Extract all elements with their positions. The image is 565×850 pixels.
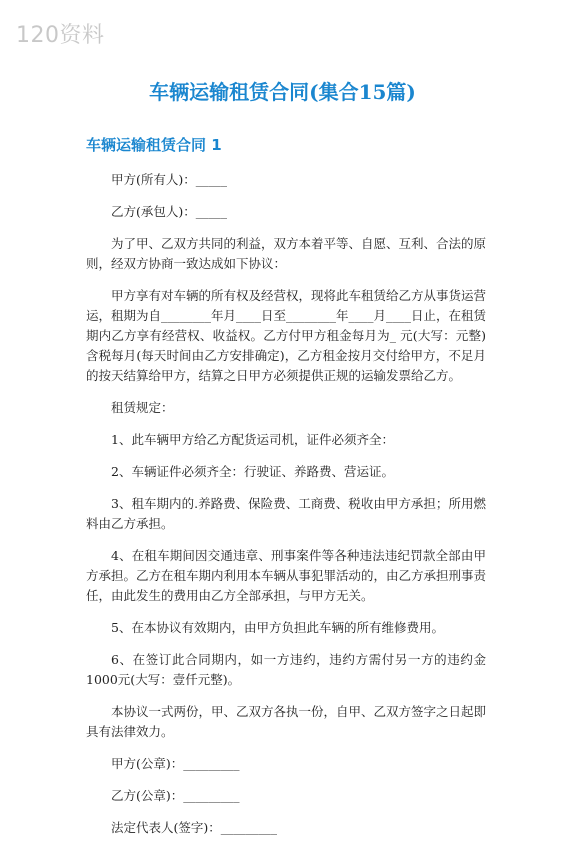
legal-rep-signature: 法定代表人(签字)：_________ <box>111 820 278 835</box>
rules-heading: 租赁规定： <box>111 400 174 415</box>
document-title: 车辆运输租赁合同(集合15篇) <box>149 80 416 104</box>
party-b-seal: 乙方(公章)：_________ <box>111 788 240 803</box>
preamble-paragraph: 为了甲、乙双方共同的利益，双方本着平等、自愿、互利、合法的原则，经双方协商一致达成如下协议： <box>86 236 487 271</box>
party-a-line: 甲方(所有人)：_____ <box>111 172 228 187</box>
rule-1: 1、此车辆甲方给乙方配货运司机，证件必须齐全： <box>111 432 394 447</box>
watermark: 120资料 <box>16 23 105 48</box>
contract-body <box>86 170 486 850</box>
rule-5: 5、在本协议有效期内，由甲方负担此车辆的所有维修费用。 <box>111 620 444 635</box>
validity-paragraph: 本协议一式两份，甲、乙双方各执一份，自甲、乙双方签字之日起即具有法律效力。 <box>86 704 487 739</box>
section-title: 车辆运输租赁合同 1 <box>86 136 222 154</box>
lease-terms-paragraph: 甲方享有对车辆的所有权及经营权，现将此车租赁给乙方从事货运营运，租期为自________年月____日至________年____月____日止，在租赁期内乙方享有经营权、收益权。乙方付甲方租金每月为_ 元(大写：元整)含税每月(每天时间由乙方安排确定)，乙方租金按月交付给甲方，不足月的按天结算给甲方，结算之日甲方必须提供正规的运输发票给乙方。 <box>86 288 487 383</box>
party-a-seal: 甲方(公章)：_________ <box>111 756 240 771</box>
rule-6: 6、在签订此合同期内，如一方违约，违约方需付另一方的违约金1000元(大写：壹仟元整)。 <box>86 652 486 687</box>
rule-2: 2、车辆证件必须齐全：行驶证、养路费、营运证。 <box>111 464 394 479</box>
party-b-line: 乙方(承包人)：_____ <box>111 204 228 219</box>
rule-4: 4、在租车期间因交通违章、刑事案件等各种违法违纪罚款全部由甲方承担。乙方在租车期内利用本车辆从事犯罪活动的，由乙方承担刑事责任，由此发生的费用由乙方全部承担，与甲方无关。 <box>86 548 487 603</box>
rule-3: 3、租车期内的.养路费、保险费、工商费、税收由甲方承担；所用燃料由乙方承担。 <box>86 496 486 531</box>
